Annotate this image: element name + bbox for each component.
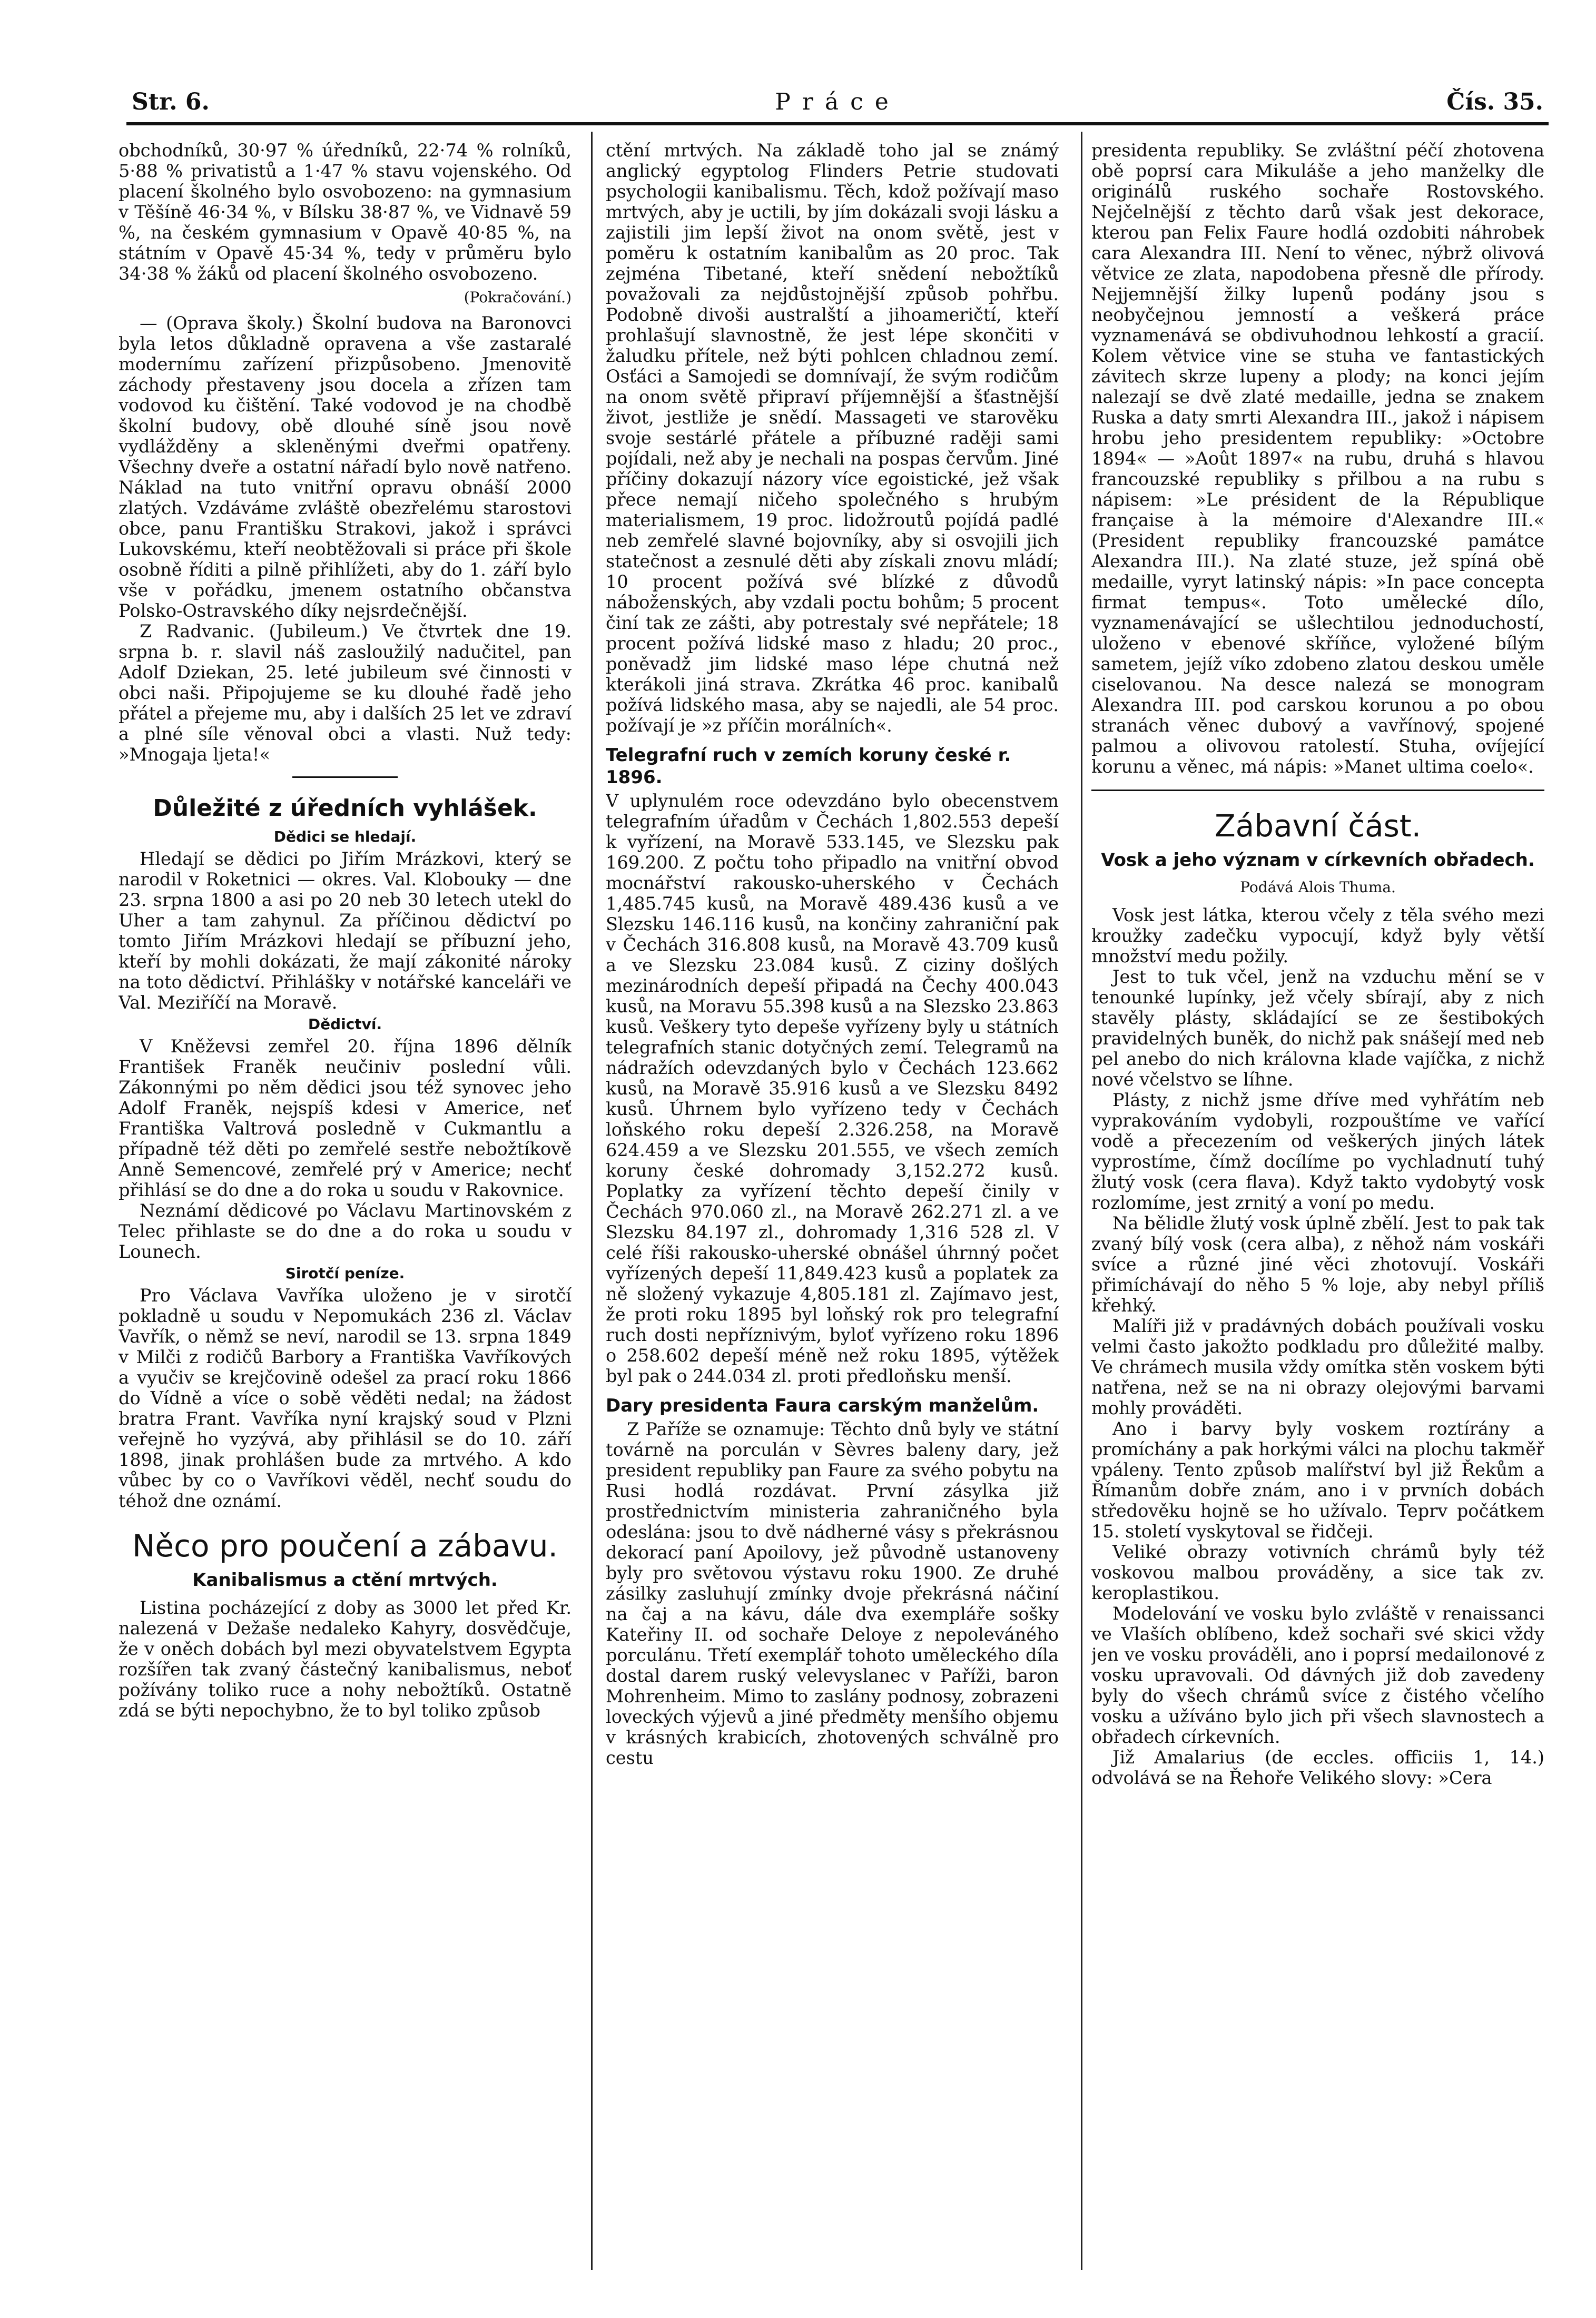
paragraph: Neznámí dědicové po Václavu Martinovském z Telec přihlaste se do dne a do roka u soudu v Lounech. — [119, 1200, 572, 1262]
column-3 — [1091, 140, 1544, 2305]
continued-note: (Pokračování.) — [464, 289, 572, 306]
newspaper-title: Práce — [775, 88, 900, 115]
page-header — [132, 88, 1543, 125]
paragraph: Jest to tuk včel, jenž na vzduchu mění se v tenounké lupínky, jež včely sbírají, aby z nich stavěly plásty, skládající se ze šestibokých pravidelných buněk, do nichž pak snášejí med neb pel anebo do nich královna klade vajíčka, z nichž nové včelstvo se líhne. — [1091, 966, 1544, 1090]
paragraph: Modelování ve vosku bylo zvláště v renaissanci ve Vlaších oblíbeno, kdež sochaři své skici vždy jen ve vosku prováděli, ano i poprsí medailonové z vosku upravovali. Od dávných již dob zavedeny byly do všech chrámů svíce z čistého včelího vosku a užíváno bylo jich při všech slavnostech a obřadech církevních. — [1091, 1603, 1544, 1747]
paragraph: Veliké obrazy votivních chrámů byly též voskovou malbou prováděny, a sice tak zv. keroplastikou. — [1091, 1542, 1544, 1603]
paragraph: ctění mrtvých. Na základě toho jal se známý anglický egyptolog Flinders Petrie studovati psychologii kanibalismu. Těch, kdož požívají maso mrtvých, aby je uctili, by jím dokázali svoji lásku a zajistili jim lepší život na onom světě, jest v poměru k ostatním kanibalům as 20 proc. Tak zejména Tibetané, kteří snědení nebožtíků považovali za nejdůstojnější způsob pohřbu. Podobně divoši australští a jihoameričtí, kteří prohlašují slavnostně, že jest lépe skončiti v žaludku přítele, než býti pohlcen chladnou zemí. Osťáci a Samojedi se domnívají, že svým rodičům na onom světě připraví příjemnější a šťastnější život, jestliže je snědí. Massageti ve starověku svoje sestárlé přátele a příbuzné raději sami pojídali, než aby je nechali na pospas červům. Jiné příčiny dokazují názory více egoistické, jež však přece nemají ničeho společného s hrubým materialismem, 19 proc. lidožroutů pojídá padlé neb zemřelé slavné bojovníky, aby si osvojili jich statečnost a zesnulé děti aby získali znovu mládí; 10 procent požívá své blízké z důvodů náboženských, aby vzdali poctu bohům; 5 procent činí tak ze zášti, aby potrestaly své nepřátele; 18 procent požívá lidské maso z hladu; 20 proc., poněvadž jim lidské maso lépe chutná než kterákoli jiná strava. Zkrátka 46 proc. kanibalů požívá lidského masa, aby se najedli, ale 54 proc. požívají je »z příčin morálních«. — [606, 140, 1059, 736]
paragraph: Z Radvanic. (Jubileum.) Ve čtvrtek dne 19. srpna b. r. slavil náš zasloužilý nadučitel, pan Adolf Dziekan, 25. leté jubileum své činnosti v obci naši. Připojujeme se ku dlouhé řadě jeho přátel a přejeme mu, aby i dalších 25 let ve zdraví a plné síle věnoval obci a vlasti. Nuž tedy: »Mnogaja ljeta!« — [119, 621, 572, 765]
paragraph: V uplynulém roce odevzdáno bylo obecenstvem telegrafním úřadům v Čechách 1,802.553 depeší k vyřízení, na Moravě 533.145, ve Slezsku pak 169.200. Z počtu toho připadlo na vnitřní obvod mocnářství rakousko-uherského v Čechách 1,485.745 kusů, na Moravě 489.436 kusů a ve Slezsku 146.116 kusů, na končiny zahraniční pak v Čechách 316.808 kusů, na Moravě 43.709 kusů a ve Slezsku 23.084 kusů. Z ciziny došlých mezinárodních depeší připadá na Čechy 400.043 kusů, na Moravu 55.398 kusů a na Slezsko 23.863 kusů. Veškery tyto depeše vyřízeny byly u státních telegrafních stanic dotyčných zemí. Telegramů na nádražích odevzdaných bylo v Čechách 123.662 kusů, na Moravě 35.916 kusů a ve Slezsku 8492 kusů. Úhrnem bylo vyřízeno tedy v Čechách loňského roku depeší 2.326.258, na Moravě 624.459 a ve Slezsku 201.555, ve všech zemích koruny české dohromady 3,152.272 kusů. Poplatky za vyřízení těchto depeší činily v Čechách 970.060 zl., na Moravě 262.271 zl. a ve Slezsku 84.197 zl., dohromady 1,316 528 zl. V celé říši rakousko-uherské obnášel úhrnný počet vyřízených depeší 11,849.423 kusů a poplatek za ně složený vykazuje 4,805.181 zl. Zajímavo jest, že proti roku 1895 byl loňský rok pro telegrafní ruch dosti nepříznivým, byloť vyřízeno roku 1896 o 258.602 depeší méně než roku 1895, výtěžek byl pak o 244.034 zl. proti předloňsku menší. — [606, 791, 1059, 1386]
column-divider-1 — [591, 132, 593, 2270]
subheading: Dědictví. — [308, 1015, 382, 1033]
article-heading: Dary presidenta Faura carským manželům. — [606, 1395, 1039, 1416]
divider — [1091, 790, 1544, 791]
column-2 — [606, 140, 1059, 2305]
divider — [292, 776, 398, 778]
paragraph: presidenta republiky. Se zvláštní péčí zhotovena obě poprsí cara Mikuláše a jeho manželky dle originálů ruského sochaře Rostovského. Nejčelnější z těchto darů však jest dekorace, kterou pan Felix Faure hodlá ozdobiti náhrobek cara Alexandra III. Není to věnec, nýbrž olivová větvice ze zlata, napodobena přesně dle přírody. Nejjemnější žilky lupenů podány jsou s neobyčejnou jemností a veškerá práce vyznamenává se obdivuhodnou lehkostí a gracií. Kolem větvice vine se stuha ve fantastických závitech skrze lupeny a plody; na konci jejím nalezají se dvě zlaté medaille, jedna se znakem Ruska a daty smrti Alexandra III., jakož i nápisem hrobu jeho presidentem republiky: »Octobre 1894« — »Août 1897« na rubu, druhá s hlavou francouzské republiky s přilbou a na rubu s nápisem: »Le président de la République française à la mémoire d'Alexandre III.« (President republiky francouzské památce Alexandra III.). Na zlaté stuze, jež spíná obě medaille, vyryt latinský nápis: »In pace concepta firmat tempus«. Toto umělecké dílo, vyznamenávající se ušlechtilou jednoduchostí, uloženo v ebenové skříňce, vyložené bílým sametem, jejíž víko zdobeno zlatou deskou uměle ciselovanou. Na desce nalezá se monogram Alexandra III. pod carskou korunou a po obou stranách věnec dubový a vavřínový, spojené palmou a olivovou ratolestí. Stuha, ovíjející korunu a věnec, má nápis: »Manet ultima coelo«. — [1091, 140, 1544, 777]
section-heading: Něco pro poučení a zábavu. — [132, 1528, 558, 1564]
page-number: Str. 6. — [132, 88, 210, 115]
paragraph: Již Amalarius (de eccles. officiis 1, 14.) odvolává se na Řehoře Velikého slovy: »Cera — [1091, 1747, 1544, 1788]
paragraph: V Kněževsi zemřel 20. října 1896 dělník František Franěk neučiniv poslední vůli. Zákonnými po něm dědici jsou též synovec jeho Adolf Franěk, nejspíš kdesi v Americe, neť Františka Valtrová posledně v Cukmantlu a případně též děti po zemřelé sestře nebožtíkově Anně Semencové, zemřelé prý v Americe; nechť přihlásí se do dne a do roka u soudu v Rakovnice. — [119, 1036, 572, 1200]
article-heading: Kanibalismus a ctění mrtvých. — [192, 1570, 498, 1591]
paragraph: Hledají se dědici po Jiřím Mrázkovi, který se narodil v Roketnici — okres. Val. Klobouky — dne 23. srpna 1800 a asi po 20 neb 30 letech utekl do Uher a tam zahynul. Za příčinou dědictví po tomto Jiřím Mrázkovi hledají se příbuzní jeho, kteří by mohli dokázati, že mají zákonité nároky na toto dědictví. Přihlášky v notářské kanceláři ve Val. Meziříčí na Moravě. — [119, 849, 572, 1013]
section-heading: Zábavní část. — [1214, 808, 1422, 844]
header-rule — [126, 122, 1549, 125]
paragraph: Listina pocházející z doby as 3000 let před Kr. nalezená v Dežaše nedaleko Kahyry, dosvědčuje, že v oněch dobách byl mezi obyvatelstvem Egypta rozšířen tak zvaný částečný kanibalismus, neboť požívány toliko ruce a nohy nebožtíků. Ostatně zdá se býti nepochybno, že to byl toliko způsob — [119, 1597, 572, 1721]
paragraph: Z Paříže se oznamuje: Těchto dnů byly ve státní továrně na porculán v Sèvres baleny dary, jež president republiky pan Faure za svého pobytu na Rusi hodlá rozdávat. První zásylka již prostřednictvím ministeria zahraničného byla odeslána: jsou to dvě nádherné vásy s překrásnou dekorací paní Apoilovy, jež původně ustanoveny byly pro světovou výstavu roku 1900. Ze druhé zásilky zasluhují zmínky dvoje překrásná náčiní na čaj a na kávu, dále dva exempláře sošky Kateřiny II. od sochaře Deloye z nepoleváného porculánu. Třetí exemplář tohoto uměleckého díla dostal darem ruský velevyslanec v Paříži, baron Mohrenheim. Mimo to zaslány podnosy, zobrazeni loveckých výjevů a jiné předměty menšího objemu v krásných krabicích, zhotovených schválně pro cestu — [606, 1419, 1059, 1768]
subheading: Dědici se hledají. — [273, 828, 417, 845]
column-divider-2 — [1081, 132, 1082, 2270]
article-heading: Vosk a jeho význam v církevních obřadech. — [1101, 850, 1535, 871]
paragraph: Na bělidle žlutý vosk úplně zbělí. Jest to pak tak zvaný bílý vosk (cera alba), z něhož nám voskáři svíce a různé jiné věci zhotovují. Voskáři přimíchávají do něho 5 % loje, aby nebyl příliš křehký. — [1091, 1213, 1544, 1316]
paragraph: obchodníků, 30·97 % úředníků, 22·74 % rolníků, 5·88 % privatistů a 1·47 % stavu vojenského. Od placení školného bylo osvobozeno: na gymnasium v Těšíně 46·34 %, v Bílsku 38·87 %, ve Vidnavě 59 %, na českém gymnasium v Opavě 40·85 %, na státním v Opavě 45·34 %, tedy v průměru bylo 34·38 % žáků od placení školného osvobozeno. — [119, 140, 572, 284]
paragraph: Plásty, z nichž jsme dříve med vyhřátím neb vyprakováním vydobyli, rozpouštíme ve vařící vodě a přecezením od veškerých jiných látek vyprostíme, čímž docílíme po vychladnutí tuhý žlutý vosk (cera flava). Když takto vydobytý vosk rozlomíme, jest zrnitý a voní po medu. — [1091, 1090, 1544, 1213]
column-1 — [119, 140, 572, 2305]
author-line: Podává Alois Thuma. — [1240, 879, 1396, 896]
paragraph: — (Oprava školy.) Školní budova na Baronovci byla letos důkladně opravena a vše zastaralé modernímu zařízení přizpůsobeno. Jmenovitě záchody přestaveny jsou docela a zřízen tam vodovod ku čištění. Také vodovod je na chodbě školní budovy, obě dlouhé síně jsou nově vydlážděny a skleněnými dveřmi opatřeny. Všechny dveře a ostatní nářadí bylo nově natřeno. Náklad na tuto vnitřní opravu obnáší 2000 zlatých. Vzdáváme zvláště obezřelému starostovi obce, panu Františku Strakovi, jakož i správci Lukovskému, kteří neobtěžovali si práce při škole osobně říditi a pilně přihlížeti, aby do 1. září bylo vše v pořádku, jmenem ostatního občanstva Polsko-Ostravského díky nejsrdečnější. — [119, 313, 572, 621]
subheading: Sirotčí peníze. — [285, 1265, 405, 1282]
paragraph: Vosk jest látka, kterou včely z těla svého mezi kroužky zadečku vypocují, když byly větší množství medu požily. — [1091, 905, 1544, 966]
article-heading: Telegrafní ruch v zemích koruny české r. 1896. — [606, 745, 1011, 788]
section-heading: Důležité z úředních vyhlášek. — [153, 795, 537, 822]
paragraph: Malíři již v pradávných dobách používali vosku velmi často jakožto podkladu pro důležité malby. Ve chrámech musila vždy omítka stěn voskem býti natřena, než se na ni obrazy olejovými barvami mohly prováděti. — [1091, 1316, 1544, 1418]
paragraph: Ano i barvy byly voskem roztírány a promíchány a pak horkými válci na plochu takměř vpáleny. Tento způsob malířství byl již Řekům a Římanům dobře znám, ano i v prvních dobách středověku hojně se ho užívalo. Teprv počátkem 15. století vyskytoval se řidčeji. — [1091, 1418, 1544, 1542]
paragraph: Pro Václava Vavříka uloženo je v sirotčí pokladně u soudu v Nepomukách 236 zl. Václav Vavřík, o němž se neví, narodil se 13. srpna 1849 v Milči z rodičů Barbory a Františka Vavříkových a vyučiv se krejčovině odešel za prací roku 1866 do Vídně a více o sobě věděti nedal; na žádost bratra Frant. Vavříka nyní krajský soud v Plzni veřejně ho vyzývá, aby přihlásil se do 10. září 1898, jinak prohlášen bude za mrtvého. A kdo vůbec by co o Vavříkovi věděl, nechť soudu do téhož dne oznámí. — [119, 1285, 572, 1511]
issue-number: Čís. 35. — [1446, 88, 1543, 115]
